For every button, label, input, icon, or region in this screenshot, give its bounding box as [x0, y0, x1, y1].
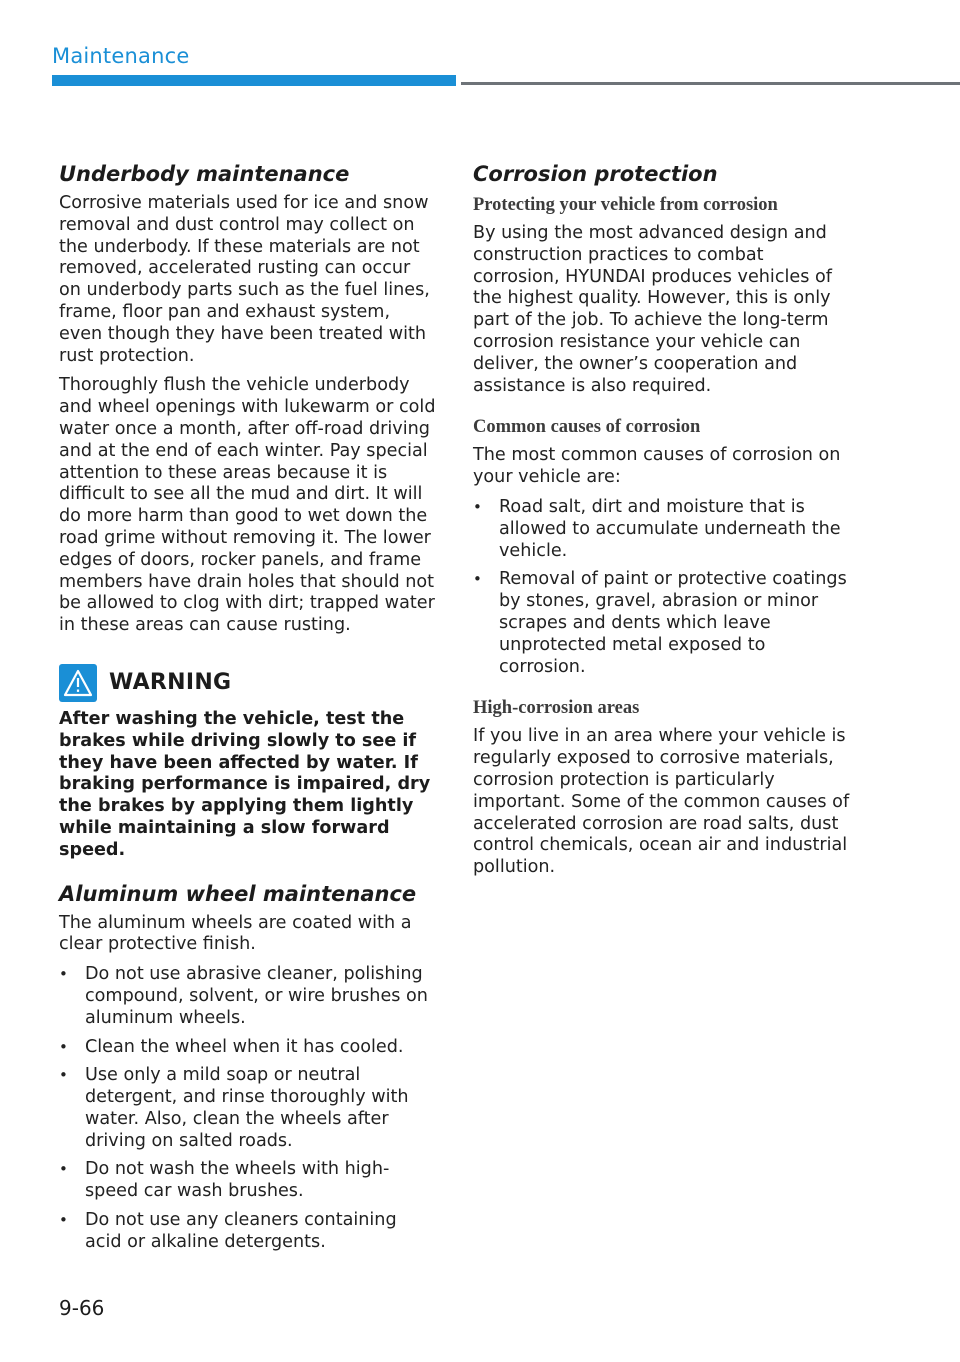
list-item: • Do not use abrasive cleaner, polishing compound, solvent, or wire brushes on aluminum wheels. [59, 964, 437, 1029]
high-corrosion-subheading: High-corrosion areas [473, 698, 640, 719]
protecting-text: By using the most advanced design and construction practices to combat corrosion, HYUNDAI produces vehicles of the highest quality. However, this is only part of the job. To achieve the long-term corrosion resistance your vehicle can deliver, the owner’s cooperation and assistance is also required. [473, 223, 832, 396]
underbody-heading: Underbody maintenance [59, 162, 350, 186]
aluminum-heading: Aluminum wheel maintenance [59, 881, 417, 906]
warning-text: After washing the vehicle, test the brakes while driving slowly to see if they have been affected by water. If braking performance is impaired, dry the brakes by applying them lightly while maintaining a slow forward speed. [59, 708, 431, 860]
causes-subheading: Common causes of corrosion [473, 417, 701, 438]
list-item: • Road salt, dirt and moisture that is allowed to accumulate underneath the vehicle. [473, 497, 851, 562]
causes-bullet-list [473, 497, 851, 678]
page-number: 9-66 [59, 1296, 105, 1320]
causes-intro: The most common causes of corrosion on your vehicle are: [473, 445, 841, 488]
list-item: • Do not use any cleaners containing acid or alkaline detergents. [59, 1210, 437, 1254]
aluminum-bullet-list [59, 964, 437, 1254]
corrosion-heading: Corrosion protection [473, 162, 718, 186]
warning-triangle-icon [59, 664, 97, 702]
left-column [59, 160, 437, 1262]
list-item: • Use only a mild soap or neutral detergent, and rinse thoroughly with water. Also, clean the wheels after driving on salted roads. [59, 1065, 437, 1152]
high-corrosion-text: If you live in an area where your vehicle is regularly exposed to corrosive materials, corrosion protection is particularly important. Some of the common causes of accelerated corrosion are road salts, dust control chemicals, ocean air and industrial pollution. [473, 726, 850, 878]
aluminum-intro: The aluminum wheels are coated with a clear protective finish. [59, 912, 412, 955]
section-title: Maintenance [52, 44, 190, 68]
warning-title: WARNING [109, 670, 232, 696]
warning-header [59, 661, 437, 705]
header-accent-bar [52, 75, 456, 86]
list-item: • Do not wash the wheels with high-speed car wash brushes. [59, 1159, 437, 1203]
underbody-paragraph-1: Corrosive materials used for ice and snow removal and dust control may collect on the underbody. If these materials are not removed, accelerated rusting can occur on underbody parts such as the fuel lines, frame, floor pan and exhaust system, even though they have been treated with rust protection. [59, 193, 430, 366]
right-column [473, 160, 851, 887]
list-item: • Removal of paint or protective coatings by stones, gravel, abrasion or minor scrapes and dents which leave unprotected metal exposed to corrosion. [473, 569, 851, 678]
underbody-paragraph-2: Thoroughly flush the vehicle underbody and wheel openings with lukewarm or cold water once a month, after off-road driving and at the end of each winter. Pay special attention to these areas because it is difficult to see all the mud and dirt. It will do more harm than good to wet down the road grime without removing it. The lower edges of doors, rocker panels, and frame members have drain holes that should not be allowed to clog with dirt; trapped water in these areas can cause rusting. [59, 375, 436, 636]
protecting-subheading: Protecting your vehicle from corrosion [473, 195, 778, 215]
warning-box [59, 661, 437, 862]
list-item: • Clean the wheel when it has cooled. [59, 1037, 437, 1059]
header-divider-line [461, 82, 960, 85]
